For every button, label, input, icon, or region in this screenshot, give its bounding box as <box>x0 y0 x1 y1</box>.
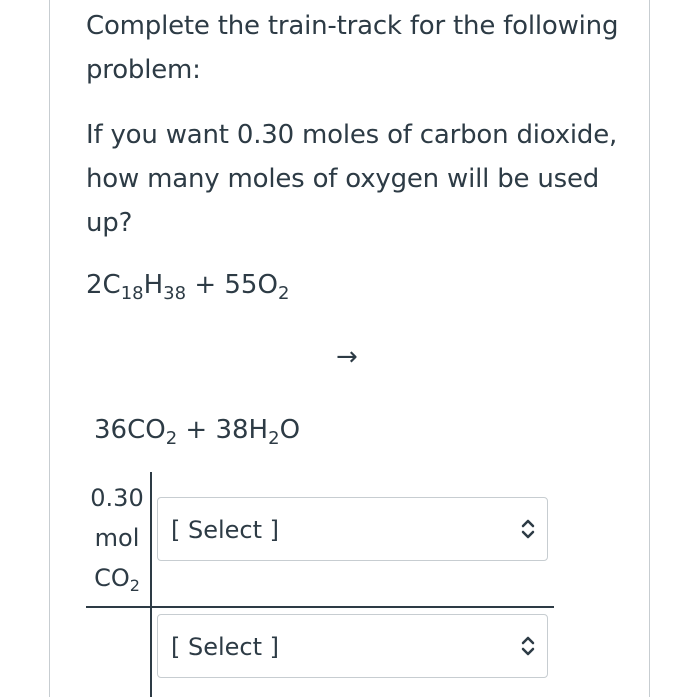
given-species-formula: CO <box>94 564 130 592</box>
content-border-right <box>649 0 650 697</box>
reactant-1-carbon: 2C <box>86 270 121 300</box>
train-track-vertical-line <box>150 472 152 697</box>
reaction-arrow: → <box>336 342 358 372</box>
numerator-select-dropdown[interactable] <box>157 497 548 561</box>
given-species <box>88 558 146 598</box>
given-quantity <box>88 478 146 598</box>
reactant-2-subscript: 2 <box>277 283 290 304</box>
product-1-co2: 36CO <box>94 415 166 445</box>
reactant-1-hydrogen-subscript: 38 <box>163 283 187 304</box>
train-track-horizontal-line <box>86 606 554 608</box>
numerator-select-value: [ Select ] <box>171 516 280 544</box>
denominator-select-value: [ Select ] <box>171 633 280 661</box>
reactant-1-carbon-subscript: 18 <box>120 283 144 304</box>
equation-products <box>94 415 301 449</box>
product-2-subscript: 2 <box>268 428 280 449</box>
product-1-subscript: 2 <box>165 428 178 449</box>
question-prompt: If you want 0.30 moles of carbon dioxide, how many moles of oxygen will be used up? <box>86 120 618 238</box>
given-unit: mol <box>94 524 140 552</box>
up-down-chevron-icon <box>521 518 535 540</box>
denominator-select-dropdown[interactable] <box>157 614 548 678</box>
equation-reactants <box>86 270 290 304</box>
product-2-oxygen: O <box>279 415 301 445</box>
question-intro: Complete the train-track for the following problem: <box>86 11 619 85</box>
up-down-chevron-icon <box>521 635 535 657</box>
reactant-1-hydrogen: H <box>143 270 164 300</box>
given-value: 0.30 <box>90 484 144 512</box>
reactant-2-oxygen: + 55O <box>186 270 278 300</box>
product-2-water: + 38H <box>177 415 269 445</box>
content-border-left <box>49 0 50 697</box>
given-species-subscript: 2 <box>129 576 140 595</box>
